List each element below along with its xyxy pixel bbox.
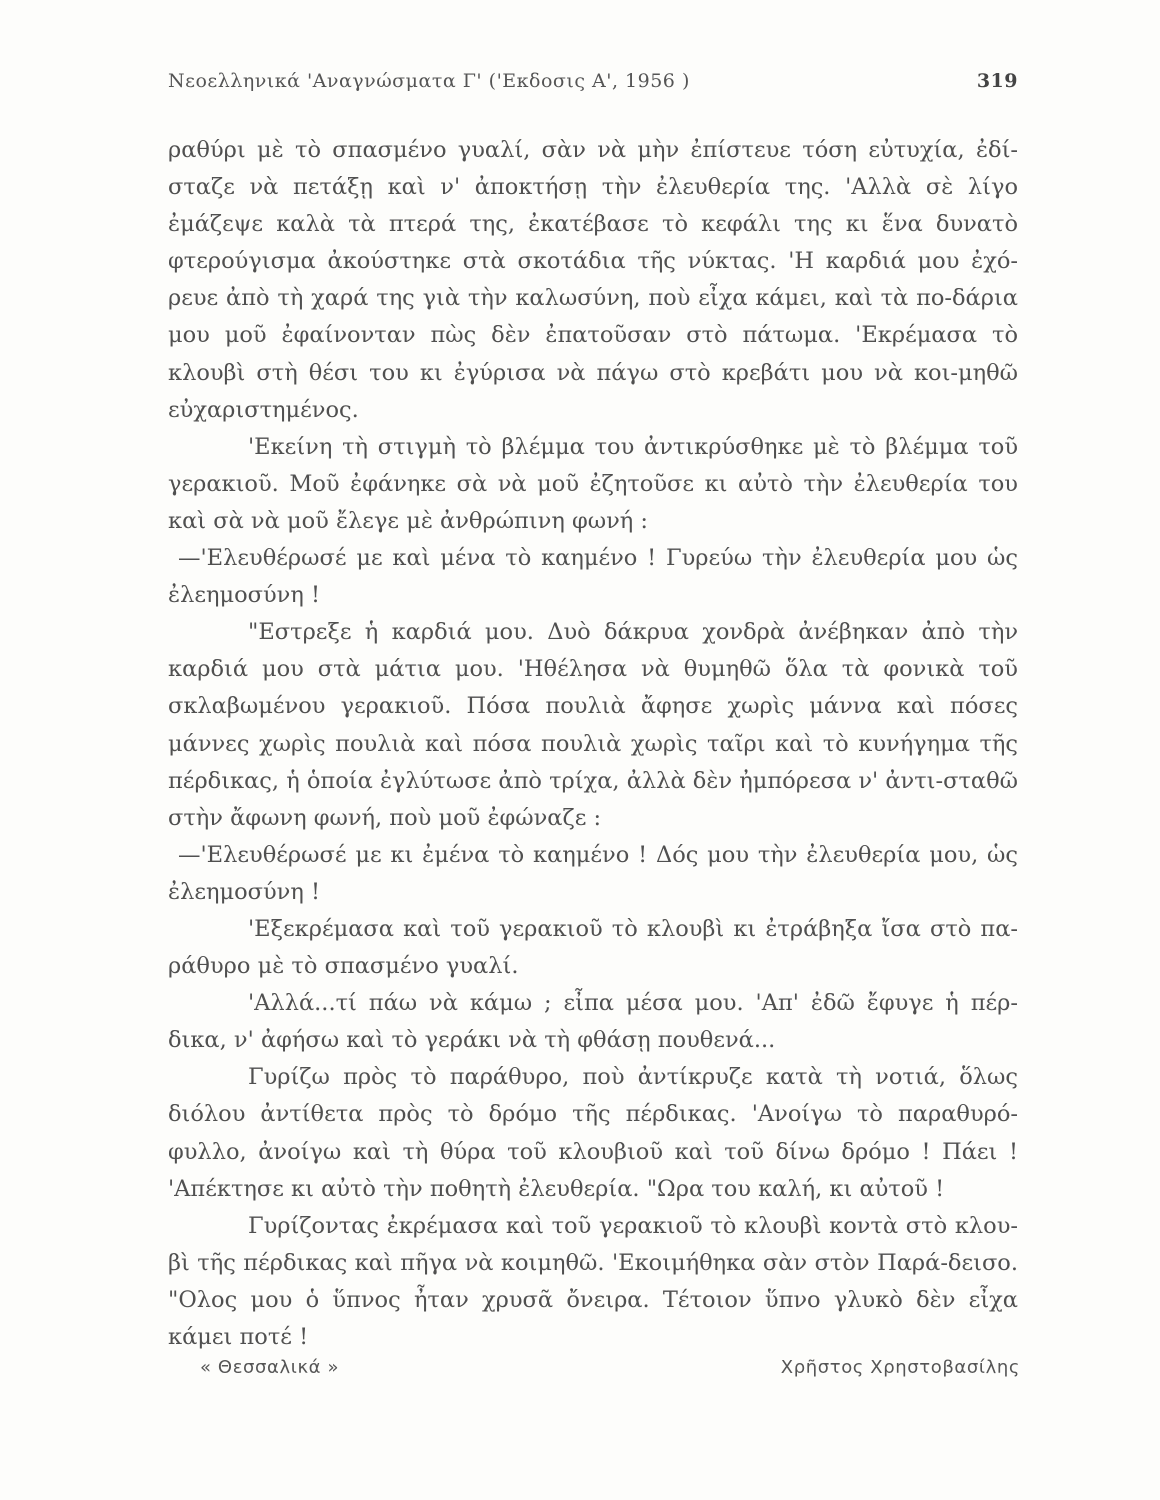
- signature-row: [200, 1357, 1020, 1387]
- running-header: [168, 70, 1018, 98]
- author-name: Χρῆστος Χρηστοβασίλης: [780, 1357, 1020, 1378]
- dialogue-line: —'Ελευθέρωσέ με κι ἐμένα τὸ καημένο ! Δός μου τὴν ἐλευθερία μου, ὡς ἐλεημοσύνη !: [168, 841, 1018, 905]
- body-text: [168, 132, 1018, 1356]
- paragraph: 'Εκείνη τὴ στιγμὴ τὸ βλέμμα του ἀντικρύσθηκε μὲ τὸ βλέμμα τοῦ γερακιοῦ. Μοῦ ἐφάνηκε σὰ νὰ μοῦ ἐζητοῦσε κι αὐτὸ τὴν ἐλευθερία του καὶ σὰ νὰ μοῦ ἔλεγε μὲ ἀνθρώπινη φωνή :: [168, 433, 1018, 534]
- paragraph: "Εστρεξε ἡ καρδιά μου. Δυὸ δάκρυα χονδρὰ ἀνέβηκαν ἀπὸ τὴν καρδιά μου στὰ μάτια μου. 'Ηθέλησα νὰ θυμηθῶ ὅλα τὰ φονικὰ τοῦ σκλαβωμένου γερακιοῦ. Πόσα πουλιὰ ἄφησε χωρὶς μάννα καὶ πόσες μάννες χωρὶς πουλιὰ καὶ πόσα πουλιὰ χωρὶς ταῖρι καὶ τὸ κυνήγημα τῆς πέρδικας, ἡ ὁποία ἐγλύτωσε ἀπὸ τρίχα, ἀλλὰ δὲν ἠμπόρεσα ν' ἀντι-σταθῶ στὴν ἄφωνη φωνή, ποὺ μοῦ ἐφώναζε :: [168, 619, 1018, 831]
- running-header-title: Νεοελληνικά 'Αναγνώσματα Γ' ('Εκδοσις Α', 1956 ): [168, 70, 690, 92]
- paragraph: 'Αλλά...τί πάω νὰ κάμω ; εἶπα μέσα μου. 'Απ' ἐδῶ ἔφυγε ἡ πέρ-δικα, ν' ἀφήσω καὶ τὸ γεράκι νὰ τὴ φθάσῃ πουθενά...: [168, 990, 1018, 1054]
- paragraph: ραθύρι μὲ τὸ σπασμένο γυαλί, σὰν νὰ μὴν ἐπίστευε τόση εὐτυχία, ἐδί-σταζε νὰ πετάξῃ καὶ ν' ἀποκτήσῃ τὴν ἐλευθερία της. 'Αλλὰ σὲ λίγο ἐμάζεψε καλὰ τὰ πτερά της, ἐκατέβασε τὸ κεφάλι της κι ἕνα δυνατὸ φτερούγισμα ἀκούστηκε στὰ σκοτάδια τῆς νύκτας. 'Η καρδιά μου ἐχό-ρευε ἀπὸ τὴ χαρά της γιὰ τὴν καλωσύνη, ποὺ εἶχα κάμει, καὶ τὰ πο-δάρια μου μοῦ ἐφαίνονταν πὼς δὲν ἐπατοῦσαν στὸ πάτωμα. 'Εκρέμασα τὸ κλουβὶ στὴ θέσι του κι ἐγύρισα νὰ πάγω στὸ κρεβάτι μου νὰ κοι-μηθῶ εὐχαριστημένος.: [168, 137, 1018, 423]
- source-attribution: « Θεσσαλικά »: [200, 1357, 340, 1378]
- paragraph: Γυρίζω πρὸς τὸ παράθυρο, ποὺ ἀντίκρυζε κατὰ τὴ νοτιά, ὅλως διόλου ἀντίθετα πρὸς τὸ δρόμο τῆς πέρδικας. 'Ανοίγω τὸ παραθυρό-φυλλο, ἀνοίγω καὶ τὴ θύρα τοῦ κλουβιοῦ καὶ τοῦ δίνω δρόμο ! Πάει ! 'Απέκτησε κι αὐτὸ τὴν ποθητὴ ἐλευθερία. "Ωρα του καλή, κι αὐτοῦ !: [168, 1064, 1018, 1202]
- dialogue-line: —'Ελευθέρωσέ με καὶ μένα τὸ καημένο ! Γυρεύω τὴν ἐλευθερία μου ὡς ἐλεημοσύνη !: [168, 545, 1018, 609]
- paragraph: 'Εξεκρέμασα καὶ τοῦ γερακιοῦ τὸ κλουβὶ κι ἐτράβηξα ἴσα στὸ πα-ράθυρο μὲ τὸ σπασμένο γυαλί.: [168, 915, 1018, 980]
- page-number: 319: [976, 70, 1018, 92]
- paragraph: Γυρίζοντας ἐκρέμασα καὶ τοῦ γερακιοῦ τὸ κλουβὶ κοντὰ στὸ κλου-βὶ τῆς πέρδικας καὶ πῆγα νὰ κοιμηθῶ. 'Εκοιμήθηκα σὰν στὸν Παρά-δεισο. "Ολος μου ὁ ὕπνος ἦταν χρυσᾶ ὄνειρα. Τέτοιον ὕπνο γλυκὸ δὲν εἶχα κάμει ποτέ !: [168, 1212, 1018, 1350]
